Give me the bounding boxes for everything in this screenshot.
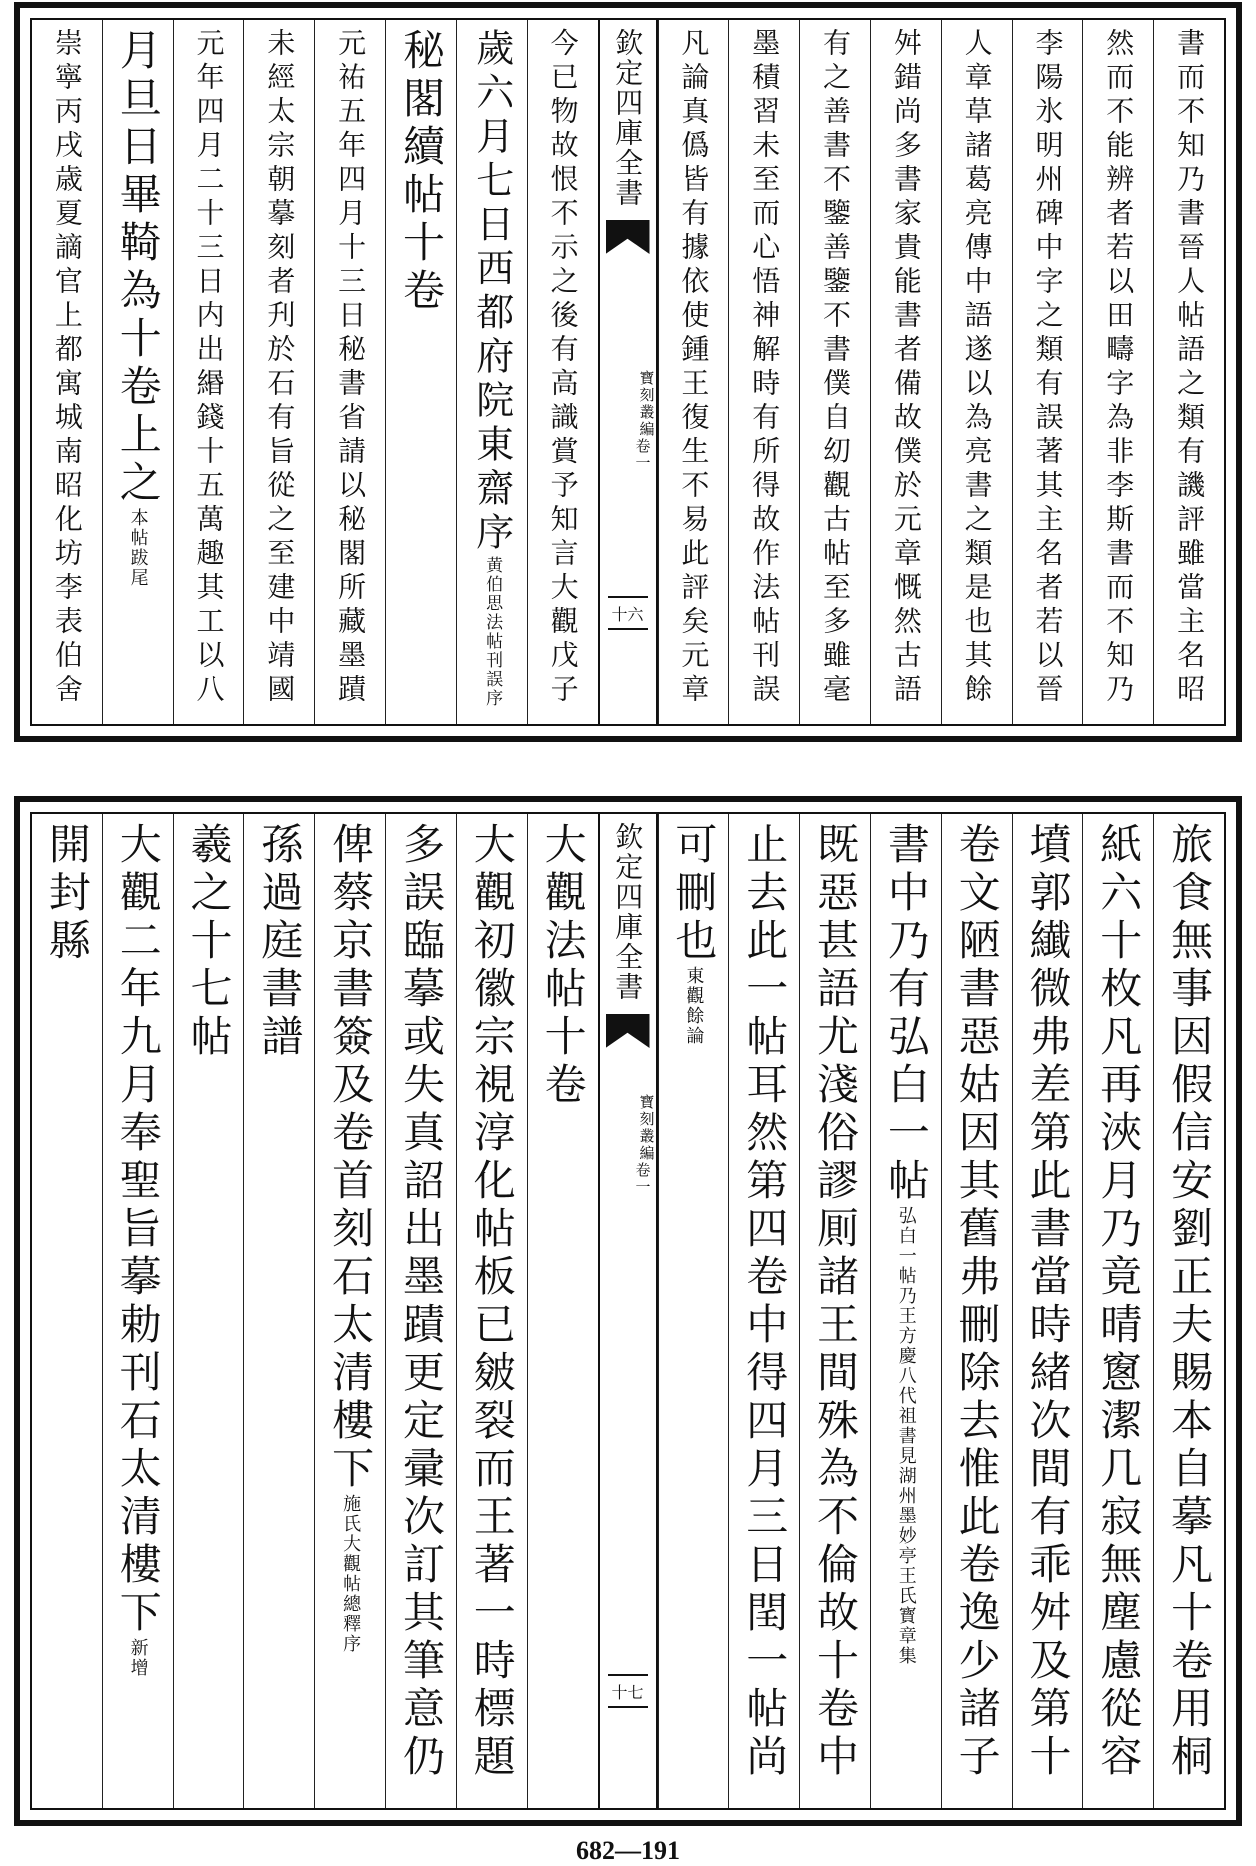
text-column (173, 20, 244, 724)
column-main-text: 旅食無事因假信安劉正夫賜本自摹凡十卷用桐 (1165, 822, 1215, 1782)
column-text-wrap (729, 28, 799, 708)
column-text-wrap (942, 28, 1012, 708)
text-column (870, 814, 941, 1808)
column-text-wrap (103, 28, 173, 588)
text-column (102, 20, 173, 724)
book-subtitle: 寶刻叢編 (637, 370, 656, 438)
column-text-wrap (174, 28, 244, 708)
column-main-text: 舛錯尚多書家貴能書者備故僕於元章慨然古語 (889, 28, 923, 708)
column-text-wrap (528, 822, 598, 1110)
text-column (527, 20, 598, 724)
text-column (385, 20, 456, 724)
column-text-wrap (1083, 822, 1153, 1782)
column-text-wrap (1154, 822, 1224, 1782)
page-number: 十七 (611, 1683, 644, 1702)
column-annotation: 弘白一帖乃王方慶八代祖書見湖州墨妙亭王氏寳章集 (895, 1206, 917, 1666)
text-column (527, 814, 598, 1808)
text-column (658, 20, 729, 724)
column-main-text: 紙六十枚凡再浹月乃竟晴窻潔几寂無塵慮從容 (1094, 822, 1144, 1782)
column-main-text: 大觀二年九月奉聖旨摹勅刊石太清樓下 (113, 822, 163, 1638)
column-main-text: 孫過庭書譜 (255, 822, 305, 1062)
page-number-rule (608, 628, 648, 630)
text-column (314, 814, 385, 1808)
column-main-text: 凡論真僞皆有據依使鍾王復生不易此評矣元章 (677, 28, 711, 708)
book-title: 欽定四庫全書 (611, 822, 645, 1002)
page-gutter (598, 20, 658, 724)
column-main-text: 墨積習未至而心悟神解時有所得故作法帖刊誤 (748, 28, 782, 708)
page-gutter (598, 814, 658, 1808)
text-column (102, 814, 173, 1808)
column-text-wrap (1013, 28, 1083, 708)
text-column (1082, 814, 1153, 1808)
column-text-wrap (800, 28, 870, 708)
fishtail-mark-icon (606, 220, 650, 254)
column-main-text: 可刪也 (669, 822, 719, 966)
text-column (799, 20, 870, 724)
column-main-text: 卷文陋書惡姑因其舊弗刪除去惟此卷逸少諸子 (952, 822, 1002, 1782)
column-main-text: 今已物故恨不示之後有高識賞予知言大觀戊子 (546, 28, 580, 708)
text-column (456, 20, 527, 724)
column-main-text: 開封縣 (42, 822, 92, 966)
column-main-text: 秘閣續帖十卷 (396, 28, 446, 316)
column-main-text: 俾蔡京書簽及卷首刻石太清樓下 (326, 822, 376, 1494)
lower-page (14, 796, 1242, 1826)
text-column (870, 20, 941, 724)
text-column (314, 20, 385, 724)
column-annotation: 東觀餘論 (683, 966, 705, 1046)
column-annotation: 施氏大觀帖總釋序 (340, 1494, 362, 1654)
gutter-subtitle (600, 1094, 656, 1196)
column-annotation: 本帖跋尾 (127, 508, 149, 588)
column-text-wrap (386, 822, 456, 1782)
column-main-text: 止去此一帖耳然第四卷中得四月三日𨳝一帖尚 (740, 822, 790, 1782)
column-main-text: 元年四月二十三日内出緡錢十五萬趣其工以八 (192, 28, 226, 708)
text-column (728, 20, 799, 724)
text-column (1082, 20, 1153, 724)
column-main-text: 書中乃有弘白一帖 (881, 822, 931, 1206)
page-number: 十六 (611, 605, 644, 624)
column-text-wrap (800, 822, 870, 1782)
text-column (1012, 814, 1083, 1808)
column-main-text: 人章草諸葛亮傳中語遂以為亮書之類是也其餘 (960, 28, 994, 708)
page-footer-number: 682—191 (576, 1836, 680, 1865)
column-main-text: 書而不知乃書晉人帖語之類有譏評雖當主名昭 (1173, 28, 1207, 708)
text-column (728, 814, 799, 1808)
column-text-wrap (1013, 822, 1083, 1782)
column-text-wrap (871, 822, 941, 1666)
column-main-text: 歲六月七日西都府院東齋序 (469, 28, 514, 556)
column-main-text: 大觀初徽宗視淳化帖板已皴裂而王著一時標題 (467, 822, 517, 1782)
column-main-text: 李陽氷明州碑中字之類有誤著其主名者若以晉 (1031, 28, 1065, 708)
column-main-text: 有之善書不鑒善鑒不書僕自㓜觀古帖至多雖毫 (819, 28, 853, 708)
column-text-wrap (659, 822, 729, 1046)
page-number-rule (608, 1674, 648, 1676)
column-main-text: 羲之十七帖 (184, 822, 234, 1062)
text-column (658, 814, 729, 1808)
text-column (941, 814, 1012, 1808)
column-text-wrap (1083, 28, 1153, 708)
column-main-text: 多誤臨摹或失真詔出墨蹟更定彚次訂其筆意仍 (396, 822, 446, 1782)
column-text-wrap (174, 822, 244, 1062)
fishtail-mark-icon (606, 1014, 650, 1048)
text-column (941, 20, 1012, 724)
text-column (799, 814, 870, 1808)
column-text-wrap (942, 822, 1012, 1782)
text-column (1153, 20, 1224, 724)
column-text-wrap (457, 28, 527, 708)
column-text-wrap (315, 822, 385, 1654)
column-main-text: 墳郭纎微弗差第此書當時緒次間有乖舛及第十 (1023, 822, 1073, 1782)
column-text-wrap (244, 28, 314, 708)
column-main-text: 崇寧丙戌歳夏謫官上都寓城南昭化坊李表伯舍 (50, 28, 84, 708)
column-text-wrap (1154, 28, 1224, 708)
column-main-text: 大觀法帖十卷 (538, 822, 588, 1110)
text-column (243, 814, 314, 1808)
lower-page-columns (30, 812, 1226, 1810)
column-text-wrap (32, 822, 102, 966)
column-text-wrap (729, 822, 799, 1782)
book-subtitle: 寶刻叢編 (637, 1094, 656, 1162)
text-column (243, 20, 314, 724)
column-main-text: 既惡甚語尤淺俗謬厠諸王間殊為不倫故十卷中 (811, 822, 861, 1782)
text-column (32, 20, 102, 724)
page-number-rule (608, 596, 648, 598)
text-column (1012, 20, 1083, 724)
column-main-text: 然而不能辨者若以田疇字為非李斯書而不知乃 (1102, 28, 1136, 708)
text-column (173, 814, 244, 1808)
volume-label: 卷一 (633, 1162, 652, 1196)
column-annotation: 黄伯思法帖刊誤序 (482, 556, 503, 708)
page-number-rule (608, 1706, 648, 1708)
column-text-wrap (659, 28, 729, 708)
column-text-wrap (244, 822, 314, 1062)
column-text-wrap (457, 822, 527, 1782)
gutter-subtitle (600, 370, 656, 472)
column-main-text: 元祐五年四月十三日秘書省請以秘閣所藏墨蹟 (334, 28, 368, 708)
text-column (1153, 814, 1224, 1808)
column-text-wrap (315, 28, 385, 708)
column-annotation: 新增 (127, 1638, 149, 1678)
column-text-wrap (32, 28, 102, 708)
upper-page (14, 2, 1242, 742)
text-column (32, 814, 102, 1808)
upper-page-columns (30, 18, 1226, 726)
text-column (385, 814, 456, 1808)
column-text-wrap (528, 28, 598, 708)
text-column (456, 814, 527, 1808)
column-main-text: 月旦日畢䩭為十卷上之 (113, 28, 163, 508)
column-text-wrap (871, 28, 941, 708)
column-text-wrap (103, 822, 173, 1678)
column-main-text: 未經太宗朝摹刻者刋於石有旨從之至建中靖國 (263, 28, 297, 708)
column-text-wrap (386, 28, 456, 316)
volume-label: 卷一 (633, 438, 652, 472)
book-title: 欽定四庫全書 (611, 28, 645, 208)
